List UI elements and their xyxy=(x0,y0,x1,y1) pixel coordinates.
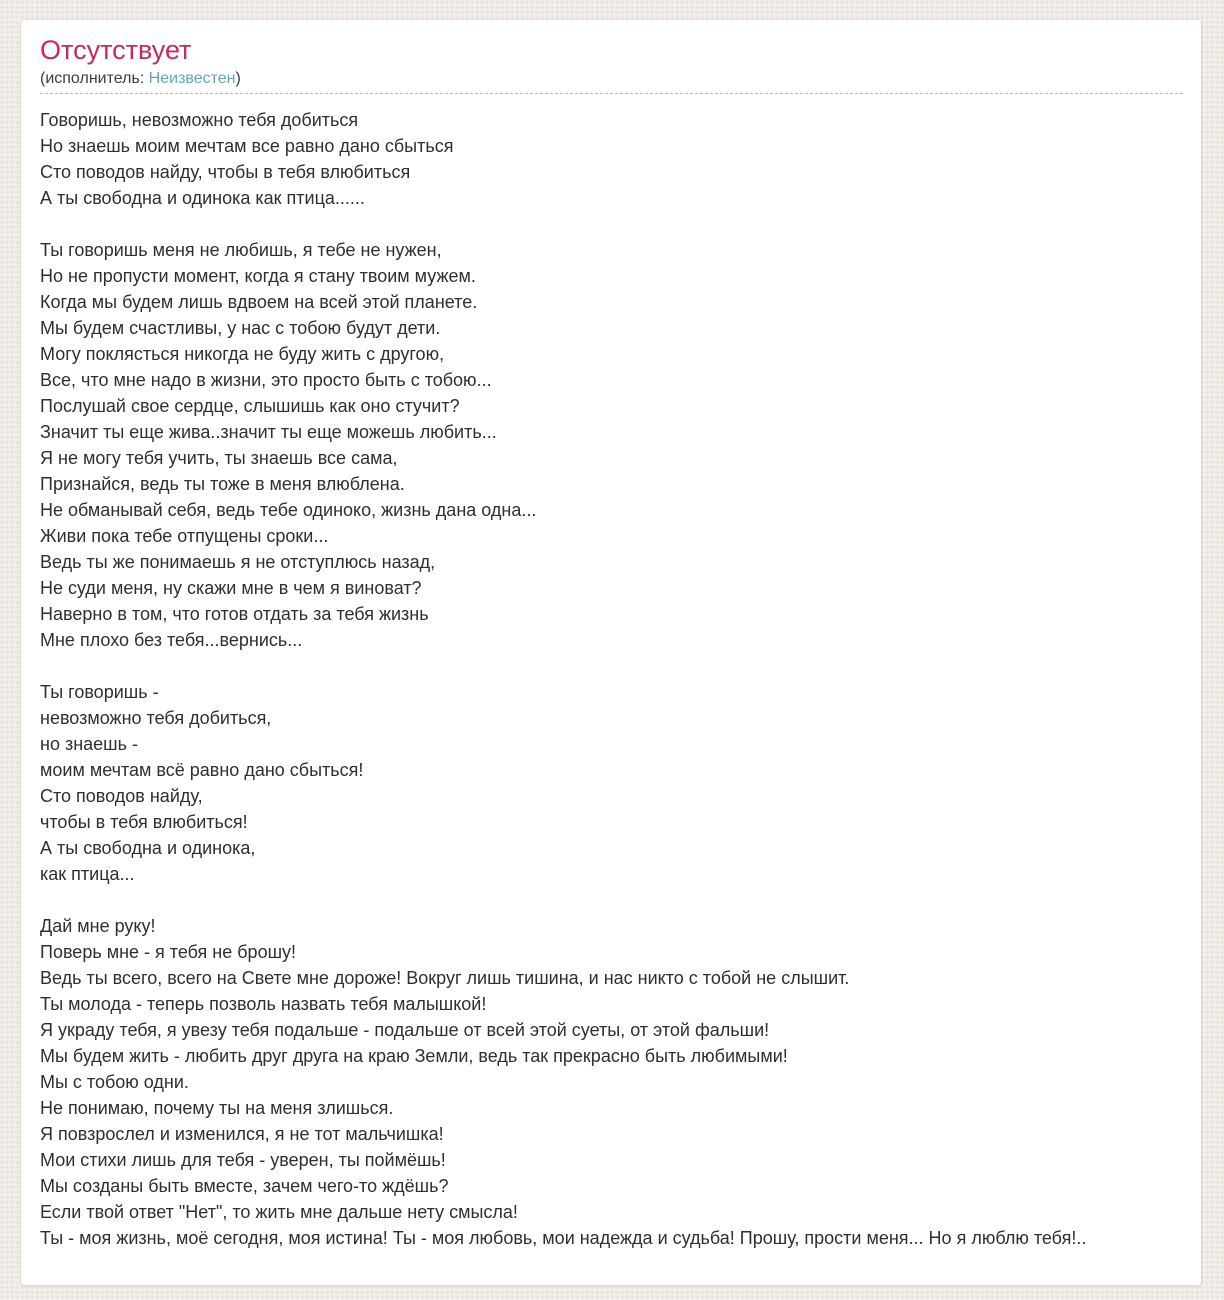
artist-link[interactable]: Неизвестен xyxy=(148,70,236,87)
artist-label-prefix: (исполнитель: xyxy=(40,70,149,87)
lyric-line: Дай мне руку! xyxy=(40,916,156,936)
lyrics-text xyxy=(40,107,1201,1251)
lyric-line: А ты свободна и одинока, xyxy=(40,838,256,858)
stanza xyxy=(40,107,1201,211)
lyric-line: Значит ты еще жива..значит ты еще можешь любить... xyxy=(40,422,497,442)
artist-label-suffix: ) xyxy=(235,70,241,87)
lyric-line: моим мечтам всё равно дано сбыться! xyxy=(40,760,364,780)
lyric-line: Ты - моя жизнь, моё сегодня, моя истина! Ты - моя любовь, мои надежда и судьба! Прошу, прости меня... Но я люблю тебя!.. xyxy=(40,1228,1087,1248)
artist-line xyxy=(40,69,1183,88)
lyric-line: Сто поводов найду, чтобы в тебя влюбиться xyxy=(40,162,411,182)
stanza xyxy=(40,679,1201,887)
stanza xyxy=(40,913,1201,1251)
lyric-line: Не понимаю, почему ты на меня злишься. xyxy=(40,1098,394,1118)
lyric-line: Живи пока тебе отпущены сроки... xyxy=(40,526,329,546)
lyric-line: Поверь мне - я тебя не брошу! xyxy=(40,942,297,962)
lyric-line: Наверно в том, что готов отдать за тебя жизнь xyxy=(40,604,429,624)
lyric-line: Когда мы будем лишь вдвоем на всей этой планете. xyxy=(40,292,478,312)
lyric-line: Мы с тобою одни. xyxy=(40,1072,189,1092)
lyric-line: Мы созданы быть вместе, зачем чего-то ждёшь? xyxy=(40,1176,449,1196)
lyric-line: как птица... xyxy=(40,864,135,884)
lyric-line: Ведь ты всего, всего на Свете мне дороже! Вокруг лишь тишина, и нас никто с тобой не слышит. xyxy=(40,968,850,988)
lyric-line: чтобы в тебя влюбиться! xyxy=(40,812,248,832)
lyric-line: Говоришь, невозможно тебя добиться xyxy=(40,110,359,130)
lyric-line: Ты говоришь - xyxy=(40,682,159,702)
lyrics-card xyxy=(21,20,1201,1285)
lyric-line: Мне плохо без тебя...вернись... xyxy=(40,630,303,650)
lyric-line: Могу поклясться никогда не буду жить с другою, xyxy=(40,344,445,364)
lyric-line: Я не могу тебя учить, ты знаешь все сама, xyxy=(40,448,398,468)
lyric-line: Мы будем жить - любить друг друга на краю Земли, ведь так прекрасно быть любимыми! xyxy=(40,1046,788,1066)
lyric-line: невозможно тебя добиться, xyxy=(40,708,272,728)
lyric-line: Но не пропусти момент, когда я стану твоим мужем. xyxy=(40,266,476,286)
lyric-line: Если твой ответ "Нет", то жить мне дальше нету смысла! xyxy=(40,1202,518,1222)
song-header xyxy=(40,35,1183,94)
lyric-line: Послушай свое сердце, слышишь как оно стучит? xyxy=(40,396,460,416)
lyric-line: Не суди меня, ну скажи мне в чем я виноват? xyxy=(40,578,422,598)
lyric-line: Не обманывай себя, ведь тебе одиноко, жизнь дана одна... xyxy=(40,500,537,520)
lyric-line: Ведь ты же понимаешь я не отступлюсь назад, xyxy=(40,552,436,572)
lyric-line: но знаешь - xyxy=(40,734,138,754)
lyric-line: Я украду тебя, я увезу тебя подальше - подальше от всей этой суеты, от этой фальши! xyxy=(40,1020,770,1040)
song-title: Отсутствует xyxy=(40,35,192,65)
lyric-line: А ты свободна и одинока как птица...... xyxy=(40,188,365,208)
lyric-line: Ты молода - теперь позволь назвать тебя малышкой! xyxy=(40,994,487,1014)
lyric-line: Ты говоришь меня не любишь, я тебе не нужен, xyxy=(40,240,442,260)
lyric-line: Мои стихи лишь для тебя - уверен, ты поймёшь! xyxy=(40,1150,446,1170)
lyric-line: Все, что мне надо в жизни, это просто быть с тобою... xyxy=(40,370,492,390)
lyric-line: Мы будем счастливы, у нас с тобою будут дети. xyxy=(40,318,441,338)
lyric-line: Я повзрослел и изменился, я не тот мальчишка! xyxy=(40,1124,444,1144)
lyric-line: Но знаешь моим мечтам все равно дано сбыться xyxy=(40,136,454,156)
stanza xyxy=(40,237,1201,653)
lyric-line: Сто поводов найду, xyxy=(40,786,203,806)
lyric-line: Признайся, ведь ты тоже в меня влюблена. xyxy=(40,474,405,494)
